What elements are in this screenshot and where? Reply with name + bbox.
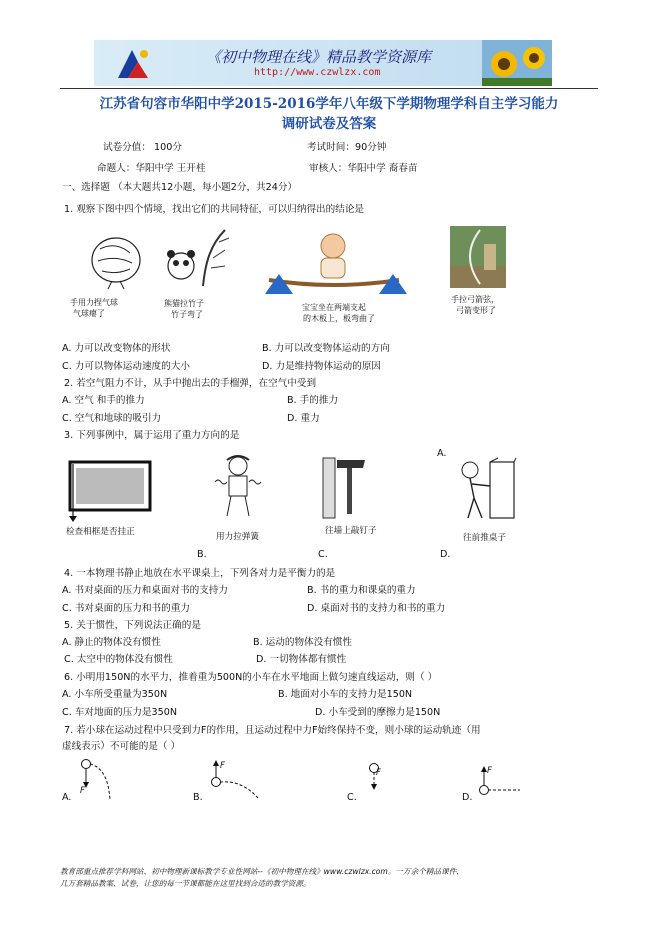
spring-puller-illustration xyxy=(213,456,263,520)
q6-stem: 6. 小明用150N的水平力，推着重为500N的小车在水平地面上做匀速直线运动，则（ ） xyxy=(64,672,438,683)
q3-label-d[interactable]: D. xyxy=(440,549,451,560)
q6-option-b[interactable]: B. 地面对小车的支持力是150N xyxy=(278,689,413,700)
q1-caption-4b: 弓箭变形了 xyxy=(456,306,496,315)
trajectory-diagram-a xyxy=(76,756,116,806)
q2-stem: 2. 若空气阻力不计，从手中抛出去的手榴弹，在空气中受到 xyxy=(64,378,317,389)
logo-icon xyxy=(114,44,154,84)
trajectory-diagram-d xyxy=(476,764,526,804)
q1-caption-3b: 的木板上，板弯曲了 xyxy=(303,314,375,323)
q1-caption-2a: 熊猫拉竹子 xyxy=(164,299,204,308)
q3-caption-c: 往墙上敲钉子 xyxy=(325,526,377,536)
q5-option-b[interactable]: B. 运动的物体没有惯性 xyxy=(253,637,353,648)
banner-url[interactable]: http://www.czwlzx.com xyxy=(254,67,381,78)
panda-bamboo-illustration xyxy=(163,228,233,288)
q7-stem-line-2: 虚线表示）不可能的是（ ） xyxy=(62,741,181,752)
exam-time: 考试时间：90分钟 xyxy=(307,142,387,153)
q5-stem: 5. 关于惯性，下列说法正确的是 xyxy=(64,620,201,631)
q7-force-label-b: F xyxy=(220,761,225,771)
q6-option-a[interactable]: A. 小车所受重量为350N xyxy=(62,689,168,700)
q3-caption-d: 往前推桌子 xyxy=(463,533,506,543)
q3-label-b[interactable]: B. xyxy=(197,549,207,560)
q1-option-a[interactable]: A. 力可以改变物体的形状 xyxy=(62,343,171,354)
q7-force-label-a: F xyxy=(80,786,85,796)
sunflower-icon xyxy=(482,40,552,86)
title-line-2: 调研试卷及答案 xyxy=(281,116,377,132)
q2-option-d[interactable]: D. 重力 xyxy=(287,413,320,424)
q1-caption-3a: 宝宝坐在两端支起 xyxy=(302,303,366,312)
q1-caption-1a: 手用力捏气球 xyxy=(70,298,118,307)
title-line-1: 江苏省句容市华阳中学2015-2016学年八年级下学期物理学科自主学习能力 xyxy=(99,96,559,112)
q7-label-c[interactable]: C. xyxy=(347,792,357,803)
q5-option-d[interactable]: D. 一切物体都有惯性 xyxy=(256,654,347,665)
q3-label-c[interactable]: C. xyxy=(318,549,328,560)
q5-option-c[interactable]: C. 太空中的物体没有惯性 xyxy=(64,654,173,665)
hammer-nail-illustration xyxy=(323,458,373,518)
footer-line-1: 教育部重点推荐学科网站、初中物理新课标教学专业性网站--《初中物理在线》www.czwlzx.com。一万余个精品课件、 xyxy=(60,867,464,876)
q3-caption-a: 检查相框是否挂正 xyxy=(66,527,135,537)
q6-option-d[interactable]: D. 小车受到的摩擦力是150N xyxy=(315,707,441,718)
q3-stem: 3. 下列事例中，属于运用了重力方向的是 xyxy=(64,430,240,441)
q4-option-a[interactable]: A. 书对桌面的压力和桌面对书的支持力 xyxy=(62,585,228,596)
q4-stem: 4. 一本物理书静止地放在水平课桌上，下列各对力是平衡力的是 xyxy=(64,568,336,579)
q6-option-c[interactable]: C. 车对地面的压力是350N xyxy=(62,707,178,718)
footer-line-2: 几万套精品教案、试卷，让您的每一节课都能在这里找到合适的教学资源。 xyxy=(60,879,311,888)
q7-force-label-d: F xyxy=(487,766,492,776)
header-banner xyxy=(94,40,552,86)
picture-frame-plumb-illustration xyxy=(64,460,154,522)
page-footer xyxy=(60,866,600,890)
balloon-hand-illustration xyxy=(82,235,152,290)
section-heading: 一、选择题 （本大题共12小题，每小题2分，共24分） xyxy=(62,182,298,193)
document-title xyxy=(60,94,598,134)
baby-on-plank-illustration xyxy=(261,230,411,300)
q7-label-b[interactable]: B. xyxy=(193,792,203,803)
q3-label-a[interactable]: A. xyxy=(437,448,447,459)
q1-option-d[interactable]: D. 力是维持物体运动的原因 xyxy=(262,361,382,372)
q2-option-c[interactable]: C. 空气和地球的吸引力 xyxy=(62,413,162,424)
q1-caption-1b: 气球瘪了 xyxy=(73,309,105,318)
q7-label-d[interactable]: D. xyxy=(462,792,473,803)
q1-stem: 1. 观察下图中四个情境，找出它们的共同特征，可以归纳得出的结论是 xyxy=(64,204,365,215)
trajectory-diagram-b xyxy=(208,762,268,802)
q1-option-c[interactable]: C. 力可以物体运动速度的大小 xyxy=(62,361,190,372)
q7-label-a[interactable]: A. xyxy=(62,792,72,803)
exam-score: 试卷分值： 100分 xyxy=(103,142,182,153)
push-table-illustration xyxy=(456,458,516,522)
q3-caption-b: 用力拉弹簧 xyxy=(216,532,259,542)
q7-force-label-c: F xyxy=(376,768,381,778)
q4-option-b[interactable]: B. 书的重力和课桌的重力 xyxy=(307,585,416,596)
q5-option-a[interactable]: A. 静止的物体没有惯性 xyxy=(62,637,161,648)
exam-author: 命题人：华阳中学 王开桂 xyxy=(97,163,206,174)
q1-caption-2b: 竹子弯了 xyxy=(171,310,203,319)
q4-option-c[interactable]: C. 书对桌面的压力和书的重力 xyxy=(62,603,190,614)
header-rule xyxy=(60,88,598,89)
q2-option-b[interactable]: B. 手的推力 xyxy=(287,395,339,406)
archer-photo xyxy=(450,226,506,288)
q7-stem-line-1: 7. 若小球在运动过程中只受到力F的作用，且运动过程中力F始终保持不变，则小球的运动轨迹（用 xyxy=(64,725,481,736)
q1-caption-4a: 手拉弓箭弦， xyxy=(451,295,499,304)
q2-option-a[interactable]: A. 空气 和手的推力 xyxy=(62,395,145,406)
banner-title: 《初中物理在线》精品教学资源库 xyxy=(206,48,432,66)
q4-option-d[interactable]: D. 桌面对书的支持力和书的重力 xyxy=(307,603,446,614)
q1-option-b[interactable]: B. 力可以改变物体运动的方向 xyxy=(262,343,390,354)
trajectory-diagram-c xyxy=(362,760,392,800)
exam-reviewer: 审核人：华阳中学 裔春苗 xyxy=(309,163,418,174)
